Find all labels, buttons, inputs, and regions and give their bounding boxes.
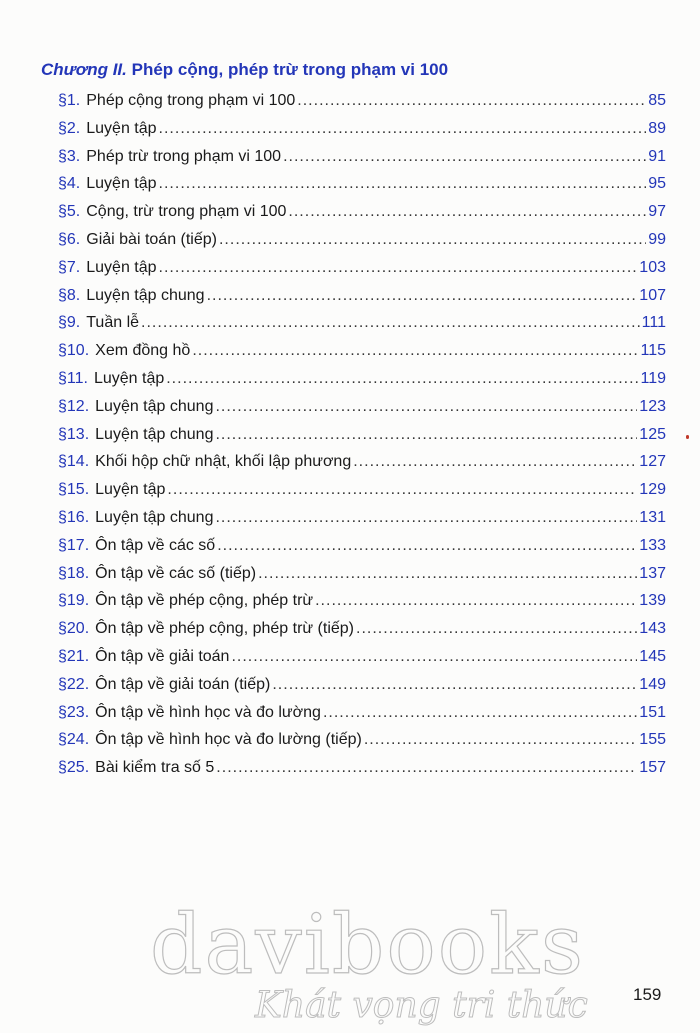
toc-leader-dots bbox=[207, 282, 638, 310]
toc-entry-title: Cộng, trừ trong phạm vi 100 bbox=[86, 203, 287, 221]
toc-entry bbox=[58, 337, 666, 365]
toc-page-number: 137 bbox=[639, 564, 666, 582]
toc-section-number: §14. bbox=[58, 453, 90, 471]
toc-page-number: 123 bbox=[639, 397, 666, 415]
toc-section-number: §10. bbox=[58, 342, 90, 360]
toc-leader-dots bbox=[258, 560, 637, 588]
toc-entry bbox=[58, 87, 666, 115]
toc-entry bbox=[58, 754, 666, 782]
toc-page-number: 125 bbox=[639, 425, 666, 443]
toc-entry-title: Luyện tập bbox=[93, 369, 165, 387]
toc-leader-dots bbox=[159, 254, 638, 282]
toc-entry-title: Luyện tập chung bbox=[86, 286, 205, 304]
toc-entry-title: Luyện tập bbox=[86, 175, 157, 193]
toc-entry bbox=[58, 615, 666, 643]
toc-entry-title: Luyện tập chung bbox=[95, 425, 214, 443]
toc-section-number: §1. bbox=[58, 92, 81, 109]
toc-section-number: §8. bbox=[58, 286, 81, 304]
toc-section-number: §2. bbox=[58, 119, 81, 137]
toc-page-number: 145 bbox=[639, 647, 666, 665]
toc-leader-dots bbox=[231, 643, 637, 671]
toc-section-number: §7. bbox=[58, 258, 81, 276]
toc-entry bbox=[58, 309, 666, 337]
toc-leader-dots bbox=[356, 615, 637, 643]
toc-entry-title: Tuần lễ bbox=[86, 314, 140, 332]
toc-section-number: §4. bbox=[58, 175, 81, 193]
toc-leader-dots bbox=[167, 476, 637, 504]
toc-section-number: §9. bbox=[58, 314, 81, 332]
toc-page-number: 115 bbox=[640, 342, 666, 360]
toc-page-number: 155 bbox=[639, 731, 666, 749]
toc-entry bbox=[58, 254, 666, 282]
toc-section-number: §11. bbox=[58, 369, 88, 387]
toc-section-number: §13. bbox=[58, 425, 90, 443]
toc-entry bbox=[58, 365, 666, 393]
toc-entry bbox=[58, 448, 666, 476]
chapter-title: Phép cộng, phép trừ trong phạm vi 100 bbox=[131, 60, 449, 79]
toc-page-number: 139 bbox=[639, 592, 666, 610]
toc-leader-dots bbox=[315, 587, 637, 615]
toc-leader-dots bbox=[283, 143, 646, 171]
toc-leader-dots bbox=[219, 226, 646, 254]
toc-page-number: 91 bbox=[648, 147, 666, 165]
toc-section-number: §12. bbox=[58, 397, 90, 415]
toc-entry bbox=[58, 504, 666, 532]
toc-section-number: §21. bbox=[58, 647, 90, 665]
toc-page-number: 151 bbox=[639, 703, 666, 721]
toc-section-number: §25. bbox=[58, 759, 90, 777]
toc-page-number: 129 bbox=[639, 481, 666, 499]
toc-page-number: 111 bbox=[641, 314, 666, 332]
watermark-tagline: Khát vọng tri thức bbox=[255, 985, 588, 1026]
toc-page-number: 103 bbox=[639, 258, 666, 276]
toc-page-number: 85 bbox=[648, 92, 666, 109]
toc-entry-title: Phép trừ trong phạm vi 100 bbox=[86, 147, 282, 165]
toc-entry-title: Luyện tập bbox=[86, 119, 157, 137]
toc-page-number: 99 bbox=[648, 230, 666, 248]
toc-entry-title: Khối hộp chữ nhật, khối lập phương bbox=[95, 453, 352, 471]
toc-page-number: 133 bbox=[639, 536, 666, 554]
toc-entry-title: Bài kiểm tra số 5 bbox=[95, 759, 215, 777]
toc-section-number: §20. bbox=[58, 620, 90, 638]
toc-entry bbox=[58, 560, 666, 588]
toc-entry bbox=[58, 532, 666, 560]
toc-entry bbox=[58, 699, 666, 727]
toc-page-number: 149 bbox=[639, 675, 666, 693]
toc-leader-dots bbox=[159, 170, 647, 198]
toc-section-number: §3. bbox=[58, 147, 81, 165]
toc-page-number: 157 bbox=[639, 759, 666, 777]
toc-entry bbox=[58, 726, 666, 754]
toc-entry bbox=[58, 671, 666, 699]
toc-entry bbox=[58, 476, 666, 504]
toc-section-number: §24. bbox=[58, 731, 90, 749]
toc-leader-dots bbox=[323, 699, 637, 727]
toc-leader-dots bbox=[217, 532, 637, 560]
toc-leader-dots bbox=[215, 421, 637, 449]
toc-page-number: 131 bbox=[639, 508, 666, 526]
toc-entry-title: Ôn tập về giải toán (tiếp) bbox=[95, 675, 271, 693]
toc-leader-dots bbox=[141, 309, 640, 337]
toc-leader-dots bbox=[215, 393, 637, 421]
toc-entry-title: Luyện tập chung bbox=[95, 508, 214, 526]
toc-entry-title: Luyện tập bbox=[86, 258, 157, 276]
toc-entry-title: Phép cộng trong phạm vi 100 bbox=[86, 92, 296, 109]
toc-entry-title: Ôn tập về các số (tiếp) bbox=[95, 564, 257, 582]
toc-leader-dots bbox=[216, 754, 637, 782]
toc-page-number: 127 bbox=[639, 453, 666, 471]
toc-entry-title: Luyện tập bbox=[95, 481, 166, 499]
toc-leader-dots bbox=[159, 115, 647, 143]
toc-entry-title: Giải bài toán (tiếp) bbox=[86, 230, 217, 248]
chapter-heading bbox=[41, 60, 448, 80]
toc-entry-title: Xem đồng hồ bbox=[95, 342, 191, 360]
toc-section-number: §15. bbox=[58, 481, 90, 499]
toc-entry bbox=[58, 170, 666, 198]
toc-page-number: 143 bbox=[639, 620, 666, 638]
toc-entry-title: Ôn tập về giải toán bbox=[95, 647, 230, 665]
watermark-brand: davibooks bbox=[150, 898, 585, 993]
toc-entry-title: Ôn tập về hình học và đo lường (tiếp) bbox=[95, 731, 362, 749]
toc-entry bbox=[58, 282, 666, 310]
toc-section-number: §23. bbox=[58, 703, 90, 721]
chapter-prefix: Chương II. bbox=[41, 60, 127, 79]
toc-page-number: 119 bbox=[640, 369, 666, 387]
toc-leader-dots bbox=[364, 726, 637, 754]
print-speck bbox=[686, 435, 689, 439]
toc-entry-title: Ôn tập về hình học và đo lường bbox=[95, 703, 321, 721]
toc-section-number: §22. bbox=[58, 675, 90, 693]
toc-leader-dots bbox=[297, 87, 646, 115]
toc-entry bbox=[58, 587, 666, 615]
toc-entry bbox=[58, 393, 666, 421]
toc-section-number: §16. bbox=[58, 508, 90, 526]
toc-section-number: §19. bbox=[58, 592, 90, 610]
toc-entry bbox=[58, 643, 666, 671]
toc-leader-dots bbox=[166, 365, 638, 393]
toc-entry-title: Luyện tập chung bbox=[95, 397, 214, 415]
toc-leader-dots bbox=[215, 504, 637, 532]
toc-entry-title: Ôn tập về phép cộng, phép trừ (tiếp) bbox=[95, 620, 355, 638]
toc-entry bbox=[58, 115, 666, 143]
toc-entry bbox=[58, 421, 666, 449]
toc-leader-dots bbox=[288, 198, 646, 226]
toc-leader-dots bbox=[272, 671, 637, 699]
toc-leader-dots bbox=[192, 337, 638, 365]
toc-page-number: 95 bbox=[648, 175, 666, 193]
toc-entry bbox=[58, 143, 666, 171]
toc-section-number: §5. bbox=[58, 203, 81, 221]
toc-page-number: 97 bbox=[648, 203, 666, 221]
page-number: 159 bbox=[633, 985, 662, 1004]
table-of-contents bbox=[58, 87, 666, 782]
toc-section-number: §17. bbox=[58, 536, 90, 554]
toc-leader-dots bbox=[353, 448, 637, 476]
toc-page-number: 107 bbox=[639, 286, 666, 304]
toc-entry-title: Ôn tập về phép cộng, phép trừ bbox=[95, 592, 314, 610]
toc-page-number: 89 bbox=[648, 119, 666, 137]
toc-section-number: §18. bbox=[58, 564, 90, 582]
toc-entry-title: Ôn tập về các số bbox=[95, 536, 216, 554]
toc-entry bbox=[58, 198, 666, 226]
toc-entry bbox=[58, 226, 666, 254]
toc-section-number: §6. bbox=[58, 230, 81, 248]
